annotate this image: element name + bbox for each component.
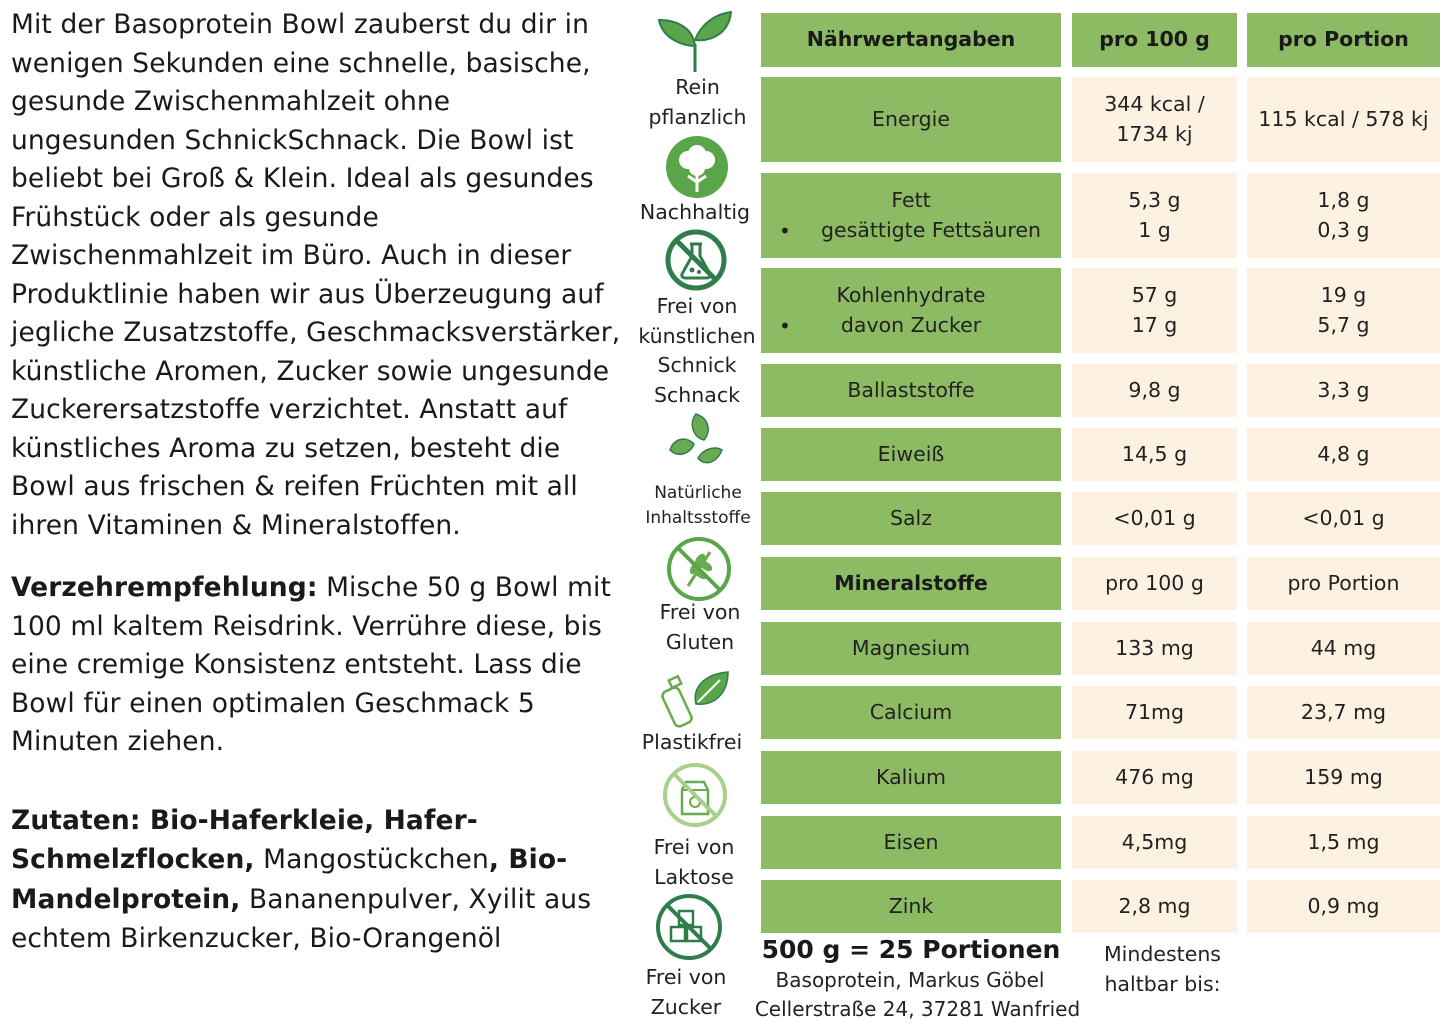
table-row-calcium-name: Calcium [761, 686, 1061, 739]
table-row-energie-portion: 115 kcal / 578 kj [1247, 77, 1440, 162]
table-row-ballaststoffe-portion: 3,3 g [1247, 364, 1440, 417]
table-row-salz-name: Salz [761, 492, 1061, 545]
no-chemicals-icon [664, 228, 728, 292]
table-row-kohlenhydrate-per100: 57 g 17 g [1072, 268, 1237, 353]
ingredients-normal-1: Mangostückchen [254, 844, 489, 875]
leaf-recycle-icon [664, 410, 728, 474]
no-lactose-icon [662, 762, 728, 828]
table-row-salz-portion: <0,01 g [1247, 492, 1440, 545]
table-row-energie-per100: 344 kcal / 1734 kj [1072, 77, 1237, 162]
ingredients-normal-2: Bananenpulver, Xyilit aus echtem Birkenzucker, Bio-Orangenöl [11, 883, 592, 954]
leaf-sprout-icon [655, 10, 735, 74]
icon-label-frei-laktose: Frei von Laktose [653, 835, 735, 889]
company-name: Basoprotein, Markus Göbel [775, 968, 1045, 992]
table-header-pro-portion: pro Portion [1247, 13, 1440, 67]
table-row-ballaststoffe-per100: 9,8 g [1072, 364, 1237, 417]
bullet-icon: • [779, 219, 791, 243]
table-row-salz-per100: <0,01 g [1072, 492, 1237, 545]
table-row-eiweiss-portion: 4,8 g [1247, 428, 1440, 481]
table-row-mineralstoffe-per100: pro 100 g [1072, 557, 1237, 610]
table-row-fett-per100: 5,3 g 1 g [1072, 173, 1237, 258]
ingredients-bold-1: Zutaten: Bio-Haferkleie, Hafer-Schmelzflocken, [11, 804, 478, 875]
icon-label-rein-pflanzlich: Rein pflanzlich [648, 75, 747, 129]
recommendation-label: Verzehrempfehlung: [11, 572, 318, 603]
table-row-calcium-portion: 23,7 mg [1247, 686, 1440, 739]
cotton-flower-icon [664, 134, 730, 200]
plastic-free-icon [660, 664, 732, 732]
recommendation-paragraph [11, 569, 621, 762]
ingredients-bold-2: , Bio-Mandelprotein, [11, 844, 568, 915]
table-row-magnesium-portion: 44 mg [1247, 622, 1440, 675]
table-row-calcium-per100: 71mg [1072, 686, 1237, 739]
no-gluten-icon [666, 536, 732, 602]
portions-info: 500 g = 25 Portionen [761, 935, 1061, 964]
table-row-magnesium-per100: 133 mg [1072, 622, 1237, 675]
table-row-zink-portion: 0,9 mg [1247, 880, 1440, 933]
table-row-eiweiss-name: Eiweiß [761, 428, 1061, 481]
table-row-eisen-name: Eisen [761, 816, 1061, 869]
table-row-mineralstoffe-name: Mineralstoffe [761, 557, 1061, 610]
table-row-eisen-portion: 1,5 mg [1247, 816, 1440, 869]
table-row-kohlenhydrate-name: Kohlenhydrate davon Zucker • [761, 268, 1061, 353]
icon-label-frei-schnickschnack: Frei von künstlichen Schnick Schnack [638, 294, 756, 407]
intro-text: Mit der Basoprotein Bowl zauberst du dir in wenigen Sekunden eine schnelle, basische, gesunde Zwischenmahlzeit ohne ungesunden SchnickSchnack. Die Bowl ist beliebt bei Groß & Klein. Ideal als gesundes Frühstück oder als gesunde Zwischenmahlzeit im Büro. Auch in dieser Produktlinie haben wir aus Überzeugung auf jegliche Zusatzstoffe, Geschmacksverstärker, künstliche Aromen, Zucker sowie ungesunde Zuckerersatzstoffe verzichtet. Anstatt auf künstliches Aroma zu setzen, besteht die Bowl aus frischen & reifen Früchten mit all ihren Vitaminen & Mineralstoffen. [11, 9, 621, 541]
table-row-fett-portion: 1,8 g 0,3 g [1247, 173, 1440, 258]
table-row-zink-per100: 2,8 mg [1072, 880, 1237, 933]
table-row-zink-name: Zink [761, 880, 1061, 933]
recommendation-text: Mische 50 g Bowl mit 100 ml kaltem Reisdrink. Verrühre diese, bis eine cremige Konsistenz entsteht. Lass die Bowl für einen optimalen Geschmack 5 Minuten ziehen. [11, 572, 612, 757]
icon-label-plastikfrei: Plastikfrei [641, 730, 743, 754]
icon-label-natuerliche-inhaltsstoffe: Natürliche Inhaltsstoffe [645, 483, 751, 528]
product-description [11, 6, 621, 959]
table-row-eisen-per100: 4,5mg [1072, 816, 1237, 869]
table-row-ballaststoffe-name: Ballaststoffe [761, 364, 1061, 417]
ingredients-paragraph [11, 801, 621, 959]
table-header-naehrwertangaben: Nährwertangaben [761, 13, 1061, 67]
table-row-kalium-portion: 159 mg [1247, 751, 1440, 804]
no-sugar-icon [655, 893, 723, 961]
table-header-pro-100g: pro 100 g [1072, 13, 1237, 67]
table-row-mineralstoffe-portion: pro Portion [1247, 557, 1440, 610]
company-address: Cellerstraße 24, 37281 Wanfried [754, 997, 1081, 1021]
table-row-kalium-per100: 476 mg [1072, 751, 1237, 804]
table-row-magnesium-name: Magnesium [761, 622, 1061, 675]
icon-label-nachhaltig: Nachhaltig [639, 200, 751, 224]
icon-label-frei-zucker: Frei von Zucker [645, 965, 727, 1019]
table-row-eiweiss-per100: 14,5 g [1072, 428, 1237, 481]
table-row-fett-name: Fett gesättigte Fettsäuren • [761, 173, 1061, 258]
bullet-icon: • [779, 314, 791, 338]
table-row-kohlenhydrate-portion: 19 g 5,7 g [1247, 268, 1440, 353]
table-row-kalium-name: Kalium [761, 751, 1061, 804]
best-before-label: Mindestens haltbar bis: [1103, 942, 1221, 996]
icon-label-frei-gluten: Frei von Gluten [659, 600, 741, 654]
table-row-energie-name: Energie [761, 77, 1061, 162]
